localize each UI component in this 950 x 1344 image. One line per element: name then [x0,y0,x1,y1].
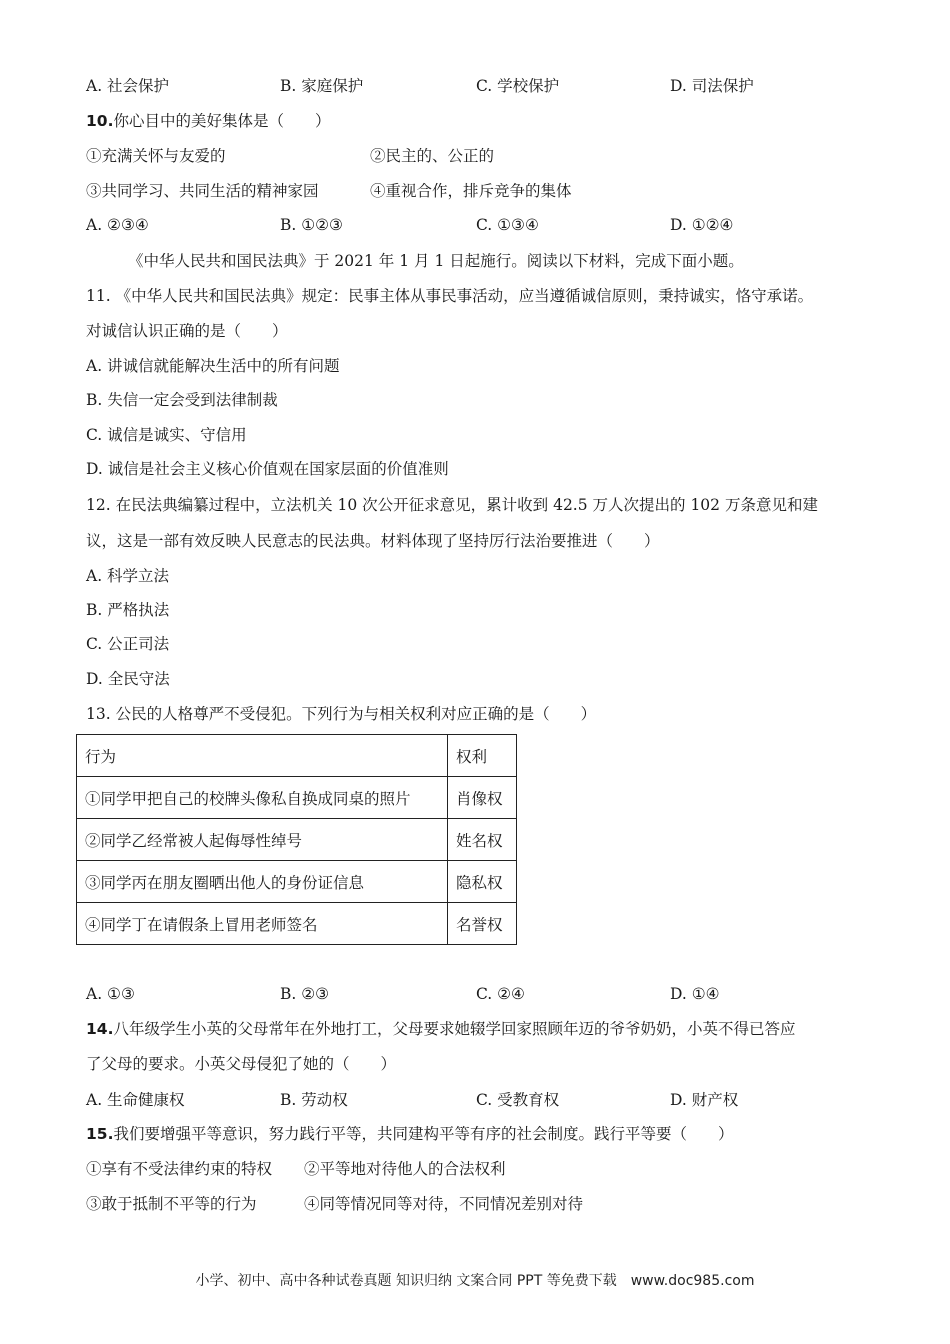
q14-option-d: D. 财产权 [670,1091,739,1109]
q9-option-c: C. 学校保护 [476,77,560,95]
q13-option-c: C. ②④ [476,985,525,1003]
q15-item-1: ①享有不受法律约束的特权 [86,1160,273,1178]
q15-item-4: ④同等情况同等对待，不同情况差别对待 [304,1195,584,1213]
table-header-row [77,735,517,777]
q13-option-a: A. ①③ [86,985,135,1003]
q14-option-c: C. 受教育权 [476,1091,560,1109]
q10-option-a: A. ②③④ [86,216,149,234]
q15-item-2: ②平等地对待他人的合法权利 [304,1160,506,1178]
q15-item-3: ③敢于抵制不平等的行为 [86,1195,257,1213]
table-row [77,819,517,861]
q13-option-b: B. ②③ [280,985,330,1003]
q12-option-b: B. 严格执法 [86,601,170,619]
table-cell-behavior: ②同学乙经常被人起侮辱性绰号 [77,819,448,861]
q9-option-a: A. 社会保护 [86,77,170,95]
q10-number: 10. [86,112,114,130]
q15-number: 15. [86,1125,114,1143]
q10-item-4: ④重视合作，排斥竞争的集体 [370,182,572,200]
q10-stem-line [86,111,330,131]
q10-option-b: B. ①②③ [280,216,343,234]
q13-rights-table [76,734,517,945]
table-row [77,861,517,903]
q10-item-3: ③共同学习、共同生活的精神家园 [86,182,319,200]
table-cell-behavior: ③同学丙在朋友圈晒出他人的身份证信息 [77,861,448,903]
table-row [77,903,517,945]
q11-option-a: A. 讲诚信就能解决生活中的所有问题 [86,357,340,375]
material-intro: 《中华人民共和国民法典》于 2021 年 1 月 1 日起施行。阅读以下材料，完成下面小题。 [128,252,744,270]
q14-option-b: B. 劳动权 [280,1091,348,1109]
q12-option-c: C. 公正司法 [86,635,170,653]
q9-option-b: B. 家庭保护 [280,77,364,95]
q13-stem: 13. 公民的人格尊严不受侵犯。下列行为与相关权利对应正确的是（ ） [86,705,597,723]
q12-stem-line-2: 议，这是一部有效反映人民意志的民法典。材料体现了坚持厉行法治要推进（ ） [86,532,660,550]
q10-stem: 你心目中的美好集体是（ ） [113,112,331,130]
q10-item-2: ②民主的、公正的 [370,147,495,165]
table-cell-right: 隐私权 [448,861,517,903]
table-cell-right: 肖像权 [448,777,517,819]
q15-stem-line [86,1124,733,1144]
q11-option-b: B. 失信一定会受到法律制裁 [86,391,278,409]
q14-stem-line-2: 了父母的要求。小英父母侵犯了她的（ ） [86,1055,397,1073]
q11-stem-line-2: 对诚信认识正确的是（ ） [86,322,288,340]
table-cell-behavior: ④同学丁在请假条上冒用老师签名 [77,903,448,945]
q11-option-d: D. 诚信是社会主义核心价值观在国家层面的价值准则 [86,460,449,478]
q14-stem-text: 八年级学生小英的父母常年在外地打工，父母要求她辍学回家照顾年迈的爷爷奶奶，小英不得已答应 [113,1020,796,1038]
q12-option-d: D. 全民守法 [86,670,170,688]
table-cell-right: 姓名权 [448,819,517,861]
table-cell-right: 名誉权 [448,903,517,945]
page-footer: 小学、初中、高中各种试卷真题 知识归纳 文案合同 PPT 等免费下载 www.doc985.com [195,1273,755,1289]
q13-option-d: D. ①④ [670,985,720,1003]
q14-stem-line-1 [86,1019,795,1039]
q12-option-a: A. 科学立法 [86,567,170,585]
q11-stem-line-1: 11. 《中华人民共和国民法典》规定：民事主体从事民事活动，应当遵循诚信原则，秉持诚实，恪守承诺。 [86,287,814,305]
q10-item-1: ①充满关怀与友爱的 [86,147,226,165]
q10-option-d: D. ①②④ [670,216,734,234]
q14-option-a: A. 生命健康权 [86,1091,185,1109]
table-header-right: 权利 [448,735,517,777]
q9-option-d: D. 司法保护 [670,77,754,95]
q12-stem-line-1: 12. 在民法典编纂过程中，立法机关 10 次公开征求意见，累计收到 42.5 万人次提出的 102 万条意见和建 [86,496,818,514]
q11-option-c: C. 诚信是诚实、守信用 [86,426,247,444]
table-row [77,777,517,819]
q14-number: 14. [86,1020,114,1038]
table-cell-behavior: ①同学甲把自己的校牌头像私自换成同桌的照片 [77,777,448,819]
q15-stem: 我们要增强平等意识，努力践行平等，共同建构平等有序的社会制度。践行平等要（ ） [113,1125,734,1143]
q10-option-c: C. ①③④ [476,216,539,234]
table-header-behavior: 行为 [77,735,448,777]
